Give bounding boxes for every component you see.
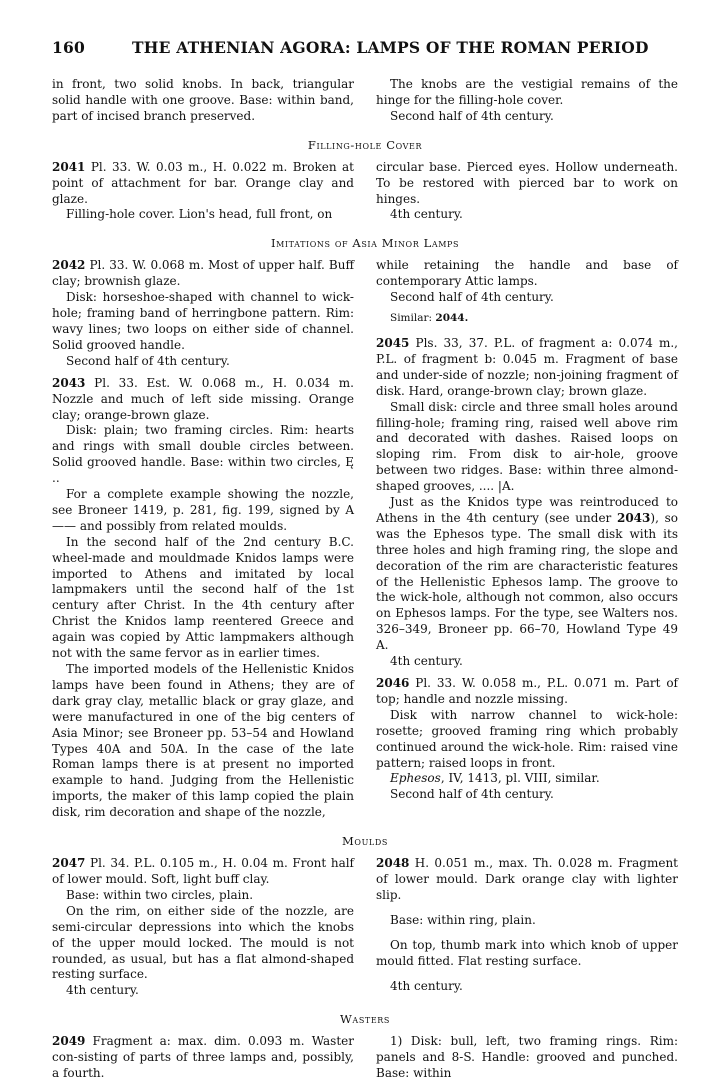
entry-2041-date: 4th century. (390, 207, 463, 222)
section-imitations (52, 258, 678, 821)
entry-2041-left (52, 160, 354, 224)
entry-2048-intro: 2048 H. 0.051 m., max. Th. 0.028 m. Fragment of lower mould. Dark orange clay with lighter slip. (376, 856, 678, 902)
entry-2046-date: Second half of 4th century. (390, 787, 554, 802)
continued-text: in front, two solid knobs. In back, triangular solid handle with one groove. Base: within band, part of incised branch preserved. (52, 77, 354, 123)
page (52, 38, 678, 1082)
entry-2043-continuation: while retaining the handle and base of contemporary Attic lamps. (376, 258, 678, 289)
section-heading-wasters: Wasters (340, 1012, 390, 1027)
page-number: 160 (52, 38, 85, 57)
entry-2049-right (376, 1034, 678, 1082)
section-heading-filling-hole-cover: Filling-hole Cover (307, 137, 423, 152)
catalog-number: 2042 (52, 258, 86, 273)
entry-2047-base: Base: within two circles, plain. (66, 887, 254, 902)
catalog-number: 2041 (52, 159, 86, 174)
catalog-number: 2049 (52, 1034, 86, 1049)
entry-2049-left (52, 1034, 354, 1082)
entry-2043-similar: Similar: 2044. (390, 312, 469, 325)
entry-2048-date: 4th century. (390, 978, 463, 993)
entry-2046-intro: 2046 Pl. 33. W. 0.058 m., P.L. 0.071 m. Part of top; handle and nozzle missing. (376, 676, 678, 706)
entry-2042-intro: 2042 Pl. 33. W. 0.068 m. Most of upper half. Buff clay; brownish glaze. (52, 258, 354, 289)
entry-2045-intro: 2045 Pls. 33, 37. P.L. of fragment a: 0.074 m., P.L. of fragment b: 0.045 m. Fragment of base and under-side of nozzle; non-joining fragment of disk. Hard, orange-brown clay; brown glaze. (376, 335, 678, 398)
entry-2048 (376, 856, 678, 999)
entry-2046-description: Disk with narrow channel to wick-hole: rosette; grooved framing ring which probably continued around the wick-hole. Rim: raised vine pattern; raised loops in front. (376, 707, 678, 770)
entry-2043-description: Disk: plain; two framing circles. Rim: hearts and rings with small double circles between. Solid grooved handle. Base: within two circles, Ę .. (52, 423, 354, 486)
entry-2041-description-cont: circular base. Pierced eyes. Hollow underneath. To be restored with pierced bar to work on hinges. (376, 159, 678, 206)
entry-2042-date: Second half of 4th century. (66, 353, 230, 368)
entry-2048-base: Base: within ring, plain. (390, 912, 536, 927)
catalog-number: 2047 (52, 856, 86, 871)
entry-2042-description: Disk: horseshoe-shaped with channel to wick-hole; framing band of herringbone pattern. Rim: wavy lines; two loops on either side of channel. Solid grooved handle. (52, 290, 354, 352)
entry-2047-paragraph: On the rim, on either side of the nozzle, are semi-circular depressions into which the knobs of the upper mould locked. The mould is not rounded, as usual, but has a flat almond-shaped resting surface. (52, 903, 354, 982)
entry-2047 (52, 856, 354, 999)
entry-2046-reference: Ephesos, IV, 1413, pl. VIII, similar. (390, 771, 600, 786)
section-heading-moulds: Moulds (342, 834, 388, 849)
entry-2047-intro: 2047 Pl. 34. P.L. 0.105 m., H. 0.04 m. Front half of lower mould. Soft, light buff clay. (52, 856, 354, 886)
entry-2043-date: Second half of 4th century. (390, 290, 554, 305)
entry-2041-intro: 2041 Pl. 33. W. 0.03 m., H. 0.022 m. Broken at point of attachment for bar. Orange clay and glaze. (52, 159, 354, 206)
entry-2041-description: Filling-hole cover. Lion's head, full front, on (66, 207, 333, 222)
catalog-number: 2048 (376, 856, 410, 871)
catalog-number: 2046 (376, 676, 410, 690)
entry-2045-description: Small disk: circle and three small holes around filling-hole; framing ring, raised well above rim and decorated with dashes. Raised loops on sloping rim. From disk to air-hole, groove between two ridges. Base: within three almond-shaped grooves, .... |A. (376, 399, 678, 494)
catalog-number: 2045 (376, 335, 410, 350)
entry-2043-paragraph: In the second half of the 2nd century B.C. wheel-made and mouldmade Knidos lamps were imported to Athens and imitated by local lampmakers until the second half of the 1st century after Christ. In the 4th century after Christ the Knidos lamp reentered Greece and again was copied by Attic lampmakers although not with the same fervor as in earlier times. (52, 534, 354, 661)
entry-2043-paragraph: The imported models of the Hellenistic Knidos lamps have been found in Athens; they are of dark gray clay, metallic black or gray glaze, and were manufactured in one of the big centers of Asia Minor; see Broneer pp. 53–54 and Howland Types 40A and 50A. In the case of the late Roman lamps there is at present no imported example to hand. Judging from the Hellenistic imports, the maker of this lamp copied the plain disk, rim decoration and shape of the nozzle, (52, 662, 354, 820)
imitations-right-column (376, 258, 678, 821)
top-right-column (376, 77, 678, 125)
section-wasters (52, 1034, 678, 1082)
continued-date: Second half of 4th century. (390, 108, 554, 123)
entry-2045-paragraph: Just as the Knidos type was reintroduced to Athens in the 4th century (see under 2043), so was the Ephesos type. The small disk with its three holes and high framing ring, the slope and decoration of the rim are characteristic features of the Hellenistic Ephesos lamp. The groove to the wick-hole, although not common, also occurs on Ephesos lamps. For the type, see Walters nos. 326–349, Broneer pp. 66–70, Howland Type 49 A. (376, 495, 678, 653)
page-header (52, 38, 678, 57)
entry-2041-right (376, 160, 678, 224)
entry-2049-description: 1) Disk: bull, left, two framing rings. Rim: panels and 8-S. Handle: grooved and punched. Base: within (376, 1034, 678, 1081)
entry-2045-date: 4th century. (390, 654, 463, 669)
entry-2043-intro: 2043 Pl. 33. Est. W. 0.068 m., H. 0.034 m. Nozzle and much of left side missing. Orange clay; orange-brown glaze. (52, 375, 354, 422)
top-continuation (52, 77, 678, 125)
section-filling-hole-cover (52, 160, 678, 224)
running-title: THE ATHENIAN AGORA: LAMPS OF THE ROMAN PERIOD (132, 38, 649, 57)
entry-2043-paragraph: For a complete example showing the nozzle, see Broneer 1419, p. 281, fig. 199, signed by A—— and possibly from related moulds. (52, 487, 354, 533)
entry-2048-paragraph: On top, thumb mark into which knob of upper mould fitted. Flat resting surface. (376, 937, 678, 968)
catalog-number: 2043 (52, 375, 86, 390)
top-left-column (52, 77, 354, 125)
section-moulds (52, 856, 678, 999)
entry-2049-intro: 2049 Fragment a: max. dim. 0.093 m. Waster con-sisting of parts of three lamps and, possibly, a fourth. (52, 1034, 354, 1081)
imitations-left-column (52, 258, 354, 821)
section-heading-imitations: Imitations of Asia Minor Lamps (270, 236, 460, 251)
entry-2047-date: 4th century. (66, 983, 139, 998)
continued-note: The knobs are the vestigial remains of the hinge for the filling-hole cover. (376, 77, 678, 107)
